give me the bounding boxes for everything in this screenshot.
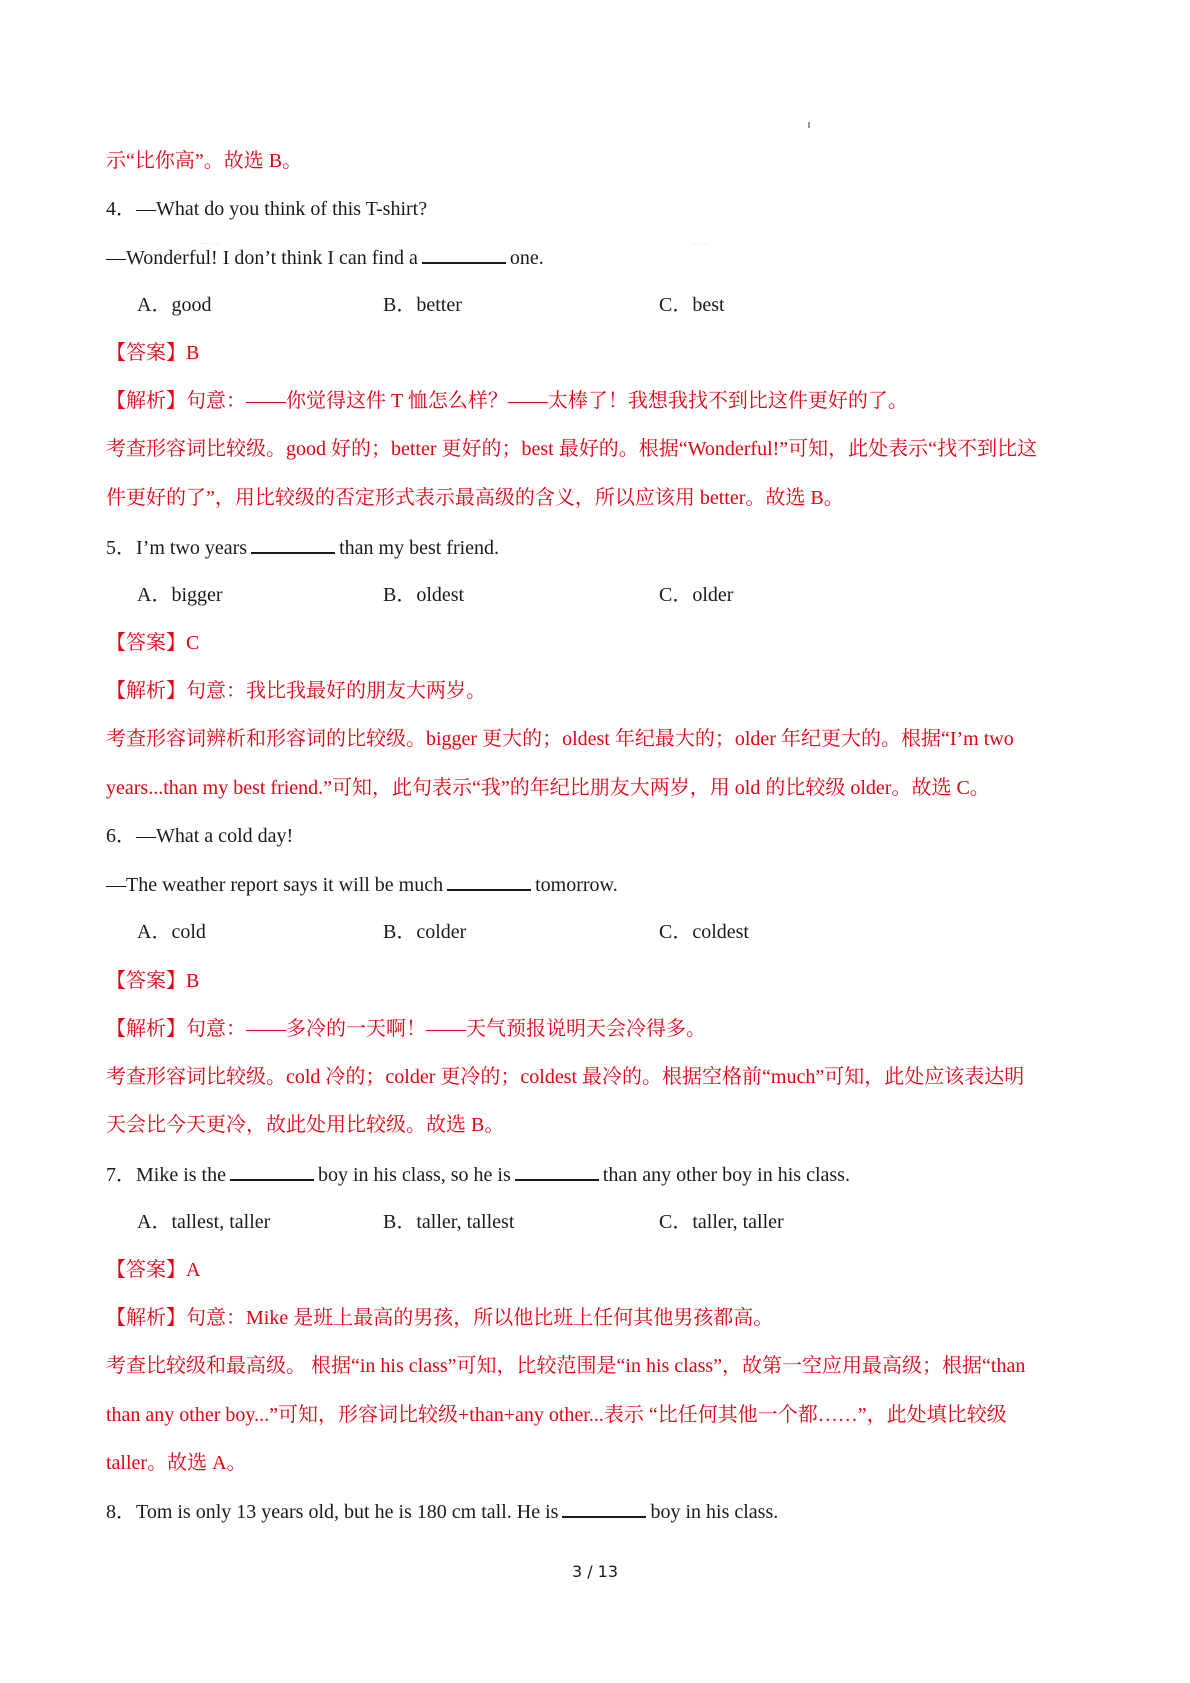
explanation-line: 件更好的了”，用比较级的否定形式表示最高级的含义，所以应该用 better。故选 B。 xyxy=(106,487,844,509)
question-text: than any other boy in his class. xyxy=(602,1164,850,1186)
explanation-line: 【答案】C xyxy=(106,632,200,654)
fill-in-blank xyxy=(447,871,531,891)
question-line xyxy=(106,871,618,898)
explanation-line: 【解析】句意：——多冷的一天啊！——天气预报说明天会冷得多。 xyxy=(106,1018,706,1040)
answer-option: C．coldest xyxy=(659,921,749,943)
answer-option: A．cold xyxy=(137,921,206,943)
explanation-line: 考查形容词比较级。cold 冷的；colder 更冷的；coldest 最冷的。根据空格前“much”可知，此处应该表达明 xyxy=(106,1066,1025,1088)
answer-option: C．older xyxy=(659,584,734,606)
question-line xyxy=(106,244,544,271)
watermark: ····· ··· xyxy=(200,240,221,248)
answer-option: B．colder xyxy=(383,921,467,943)
fill-in-blank xyxy=(251,534,335,554)
answer-option: C．best xyxy=(659,294,725,316)
fill-in-blank xyxy=(230,1161,314,1181)
question-text: 5．I’m two years xyxy=(106,537,248,559)
explanation-line: than any other boy...”可知，形容词比较级+than+any other...表示 “比任何其他一个都……”，此处填比较级 xyxy=(106,1404,1007,1426)
watermark: ····· ··· xyxy=(690,240,711,248)
question-line: 6．—What a cold day! xyxy=(106,825,294,847)
page-number: 3 / 13 xyxy=(571,1562,619,1581)
explanation-line: 【解析】句意：我比我最好的朋友大两岁。 xyxy=(106,680,486,702)
explanation-line: years...than my best friend.”可知，此句表示“我”的年纪比朋友大两岁，用 old 的比较级 older。故选 C。 xyxy=(106,777,990,799)
answer-option: B．oldest xyxy=(383,584,465,606)
question-text: one. xyxy=(509,247,544,269)
fill-in-blank xyxy=(515,1161,599,1181)
answer-option: A．bigger xyxy=(137,584,223,606)
fill-in-blank xyxy=(422,244,506,264)
question-text: —The weather report says it will be much xyxy=(106,874,444,896)
explanation-line: 【解析】句意：Mike 是班上最高的男孩，所以他比班上任何其他男孩都高。 xyxy=(106,1307,774,1329)
explanation-line: 考查形容词辨析和形容词的比较级。bigger 更大的；oldest 年纪最大的；older 年纪更大的。根据“I’m two xyxy=(106,728,1014,750)
explanation-line: 【答案】A xyxy=(106,1259,201,1281)
answer-option: C．taller, taller xyxy=(659,1211,784,1233)
explanation-line: 天会比今天更冷，故此处用比较级。故选 B。 xyxy=(106,1114,505,1136)
question-text: boy in his class. xyxy=(650,1501,779,1523)
question-line: 4．—What do you think of this T-shirt? xyxy=(106,198,428,220)
answer-option: B．better xyxy=(383,294,462,316)
explanation-line: 示“比你高”。故选 B。 xyxy=(106,150,303,172)
explanation-line: 【答案】B xyxy=(106,342,200,364)
question-text: —Wonderful! I don’t think I can find a xyxy=(106,247,418,269)
question-text: 7．Mike is the xyxy=(106,1164,226,1186)
fill-in-blank xyxy=(562,1498,646,1518)
question-line xyxy=(106,1161,850,1188)
explanation-line: taller。故选 A。 xyxy=(106,1452,247,1474)
explanation-line: 考查比较级和最高级。 根据“in his class”可知，比较范围是“in his class”，故第一空应用最高级；根据“than xyxy=(106,1355,1026,1377)
explanation-line: 【答案】B xyxy=(106,970,200,992)
explanation-line: 【解析】句意：——你觉得这件 T 恤怎么样？——太棒了！我想我找不到比这件更好的了。 xyxy=(106,390,908,412)
question-text: tomorrow. xyxy=(535,874,618,896)
scan-mark xyxy=(808,122,810,128)
question-text: boy in his class, so he is xyxy=(318,1164,511,1186)
explanation-line: 考查形容词比较级。good 好的；better 更好的；best 最好的。根据“Wonderful!”可知，此处表示“找不到比这 xyxy=(106,438,1038,460)
question-text: than my best friend. xyxy=(339,537,500,559)
answer-option: A．tallest, taller xyxy=(137,1211,271,1233)
answer-option: B．taller, tallest xyxy=(383,1211,515,1233)
question-text: 8．Tom is only 13 years old, but he is 180 cm tall. He is xyxy=(106,1501,559,1523)
question-line xyxy=(106,534,499,561)
answer-option: A．good xyxy=(137,294,212,316)
question-line xyxy=(106,1498,778,1525)
